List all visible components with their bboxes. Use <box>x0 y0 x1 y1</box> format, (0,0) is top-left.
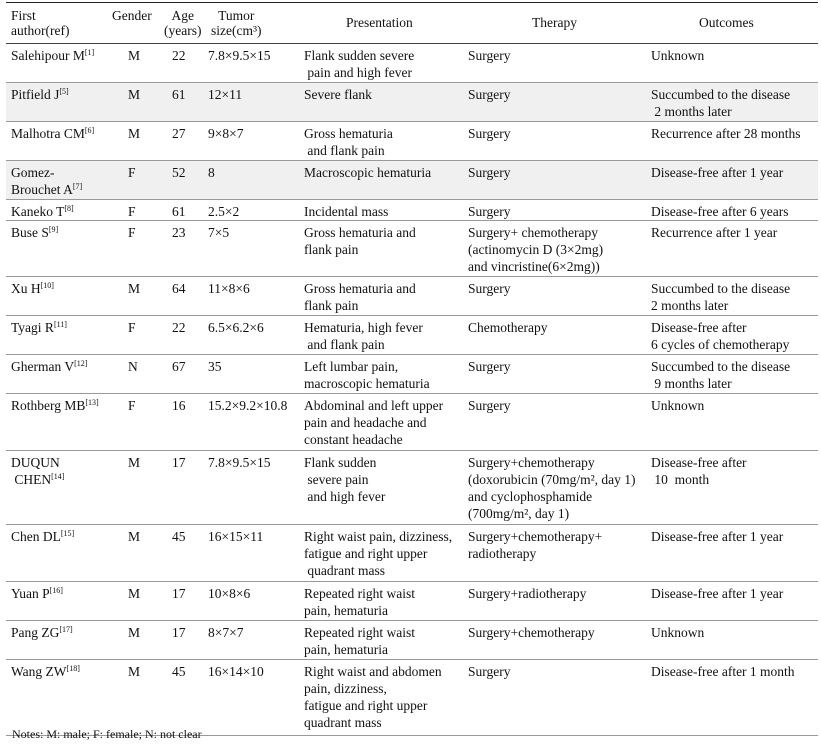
header-gender: Gender <box>112 8 152 23</box>
age-cell: 16 <box>172 398 186 413</box>
outcome-cell: Succumbed to the disease 2 months later <box>651 281 791 313</box>
reference-superscript: [5] <box>59 87 69 96</box>
gender-cell: N <box>128 359 138 374</box>
size-cell: 7.8×9.5×15 <box>208 455 271 470</box>
author-cell <box>11 203 74 220</box>
outcome-cell: Disease-free after 6 cycles of chemotherapy <box>651 320 790 352</box>
presentation-cell: Flank sudden severe pain and high fever <box>304 48 415 80</box>
gender-cell: M <box>128 586 141 601</box>
age-cell: 17 <box>172 625 186 640</box>
table-row <box>6 122 818 161</box>
age-cell: 61 <box>172 87 186 102</box>
author-cell <box>11 224 58 241</box>
presentation-cell: Flank sudden severe pain and high fever <box>304 455 386 504</box>
size-cell: 16×14×10 <box>208 664 264 679</box>
reference-superscript: [10] <box>40 281 54 290</box>
author-name: Tyagi R <box>11 320 54 335</box>
size-cell: 9×8×7 <box>208 126 244 141</box>
header-therapy: Therapy <box>532 15 577 30</box>
therapy-cell: Surgery+radiotherapy <box>468 586 587 601</box>
therapy-cell: Surgery <box>468 281 511 296</box>
outcome-cell: Disease-free after 1 month <box>651 664 795 679</box>
presentation-cell: Abdominal and left upper pain and headache and constant headache <box>304 398 444 447</box>
reference-superscript: [13] <box>85 398 99 407</box>
therapy-cell: Surgery <box>468 48 511 63</box>
table-row <box>6 660 818 736</box>
size-cell: 6.5×6.2×6 <box>208 320 264 335</box>
age-cell: 64 <box>172 281 186 296</box>
age-cell: 22 <box>172 320 186 335</box>
presentation-cell: Macroscopic hematuria <box>304 165 432 180</box>
size-cell: 8 <box>208 165 215 180</box>
presentation-cell: Gross hematuria and flank pain <box>304 225 416 257</box>
author-name: Buse S <box>11 225 49 240</box>
outcome-cell: Recurrence after 1 year <box>651 225 778 240</box>
size-cell: 7×5 <box>208 225 230 240</box>
therapy-cell: Surgery <box>468 165 511 180</box>
reference-superscript: [18] <box>66 664 80 673</box>
author-cell <box>11 624 73 641</box>
size-cell: 8×7×7 <box>208 625 244 640</box>
table-row <box>6 316 818 355</box>
author-name: Gomez- Brouchet A <box>11 165 73 197</box>
gender-cell: F <box>128 204 136 219</box>
table-row <box>6 582 818 621</box>
table-row <box>6 161 818 200</box>
table-row <box>6 394 818 451</box>
author-name: DUQUN CHEN <box>11 455 60 487</box>
gender-cell: M <box>128 281 141 296</box>
author-name: Xu H <box>11 281 41 296</box>
author-cell <box>11 454 64 488</box>
presentation-cell: Repeated right waist pain, hematuria <box>304 625 415 657</box>
header-presentation: Presentation <box>346 15 413 30</box>
author-cell <box>11 280 54 297</box>
author-cell <box>11 358 87 375</box>
gender-cell: M <box>128 126 141 141</box>
table-row <box>6 44 818 83</box>
gender-cell: M <box>128 455 141 470</box>
reference-superscript: [15] <box>60 529 75 538</box>
outcome-cell: Disease-free after 10 month <box>651 455 747 487</box>
reference-superscript: [11] <box>53 320 67 329</box>
therapy-cell: Chemotherapy <box>468 320 548 335</box>
size-cell: 16×15×11 <box>208 529 264 544</box>
author-name: Malhotra CM <box>11 126 85 141</box>
outcome-cell: Succumbed to the disease 2 months later <box>651 87 791 119</box>
age-cell: 45 <box>172 529 186 544</box>
presentation-cell: Hematuria, high fever and flank pain <box>304 320 423 352</box>
author-name: Pang ZG <box>11 625 60 640</box>
author-name: Wang ZW <box>11 664 67 679</box>
reference-superscript: [8] <box>64 204 74 213</box>
table-row <box>6 525 818 582</box>
presentation-cell: Right waist pain, dizziness, fatigue and right upper quadrant mass <box>304 529 453 578</box>
therapy-cell: Surgery <box>468 359 511 374</box>
author-name: Yuan P <box>11 586 50 601</box>
therapy-cell: Surgery <box>468 126 511 141</box>
therapy-cell: Surgery+chemotherapy <box>468 625 595 640</box>
age-cell: 22 <box>172 48 186 63</box>
gender-cell: F <box>128 398 136 413</box>
size-cell: 2.5×2 <box>208 204 240 219</box>
age-cell: 52 <box>172 165 186 180</box>
reference-superscript: [16] <box>49 586 63 595</box>
author-name: Salehipour M <box>11 48 85 63</box>
gender-cell: M <box>128 529 141 544</box>
author-cell <box>11 319 67 336</box>
author-name: Pitfield J <box>11 87 60 102</box>
presentation-cell: Left lumbar pain, macroscopic hematuria <box>304 359 430 391</box>
size-cell: 7.8×9.5×15 <box>208 48 271 63</box>
header-outcomes: Outcomes <box>699 15 754 30</box>
gender-cell: M <box>128 664 141 679</box>
outcome-cell: Disease-free after 1 year <box>651 165 784 180</box>
author-cell <box>11 47 94 64</box>
age-cell: 17 <box>172 586 186 601</box>
author-name: Chen DL <box>11 529 61 544</box>
presentation-cell: Severe flank <box>304 87 372 102</box>
author-name: Kaneko T <box>11 204 65 219</box>
therapy-cell: Surgery+chemotherapy (doxorubicin (70mg/m², day 1) and cyclophosphamide (700mg/m², day 1) <box>468 455 636 521</box>
table-notes: Notes: M: male; F: female; N: not clear <box>12 727 202 741</box>
outcome-cell: Disease-free after 1 year <box>651 529 784 544</box>
outcome-cell: Disease-free after 6 years <box>651 204 789 219</box>
outcome-cell: Disease-free after 1 year <box>651 586 784 601</box>
table-body <box>6 44 818 736</box>
age-cell: 27 <box>172 126 186 141</box>
reference-superscript: [9] <box>48 225 59 234</box>
author-cell <box>11 663 80 680</box>
outcome-cell: Unknown <box>651 398 705 413</box>
table-row <box>6 355 818 394</box>
header-size: Tumor size(cm³) <box>211 8 262 38</box>
gender-cell: F <box>128 320 136 335</box>
therapy-cell: Surgery <box>468 204 511 219</box>
case-table <box>6 2 818 736</box>
header-author: First author(ref) <box>11 8 70 38</box>
presentation-cell: Incidental mass <box>304 204 389 219</box>
author-name: Rothberg MB <box>11 398 86 413</box>
header-age: Age (years) <box>164 8 202 38</box>
therapy-cell: Surgery <box>468 398 511 413</box>
presentation-cell: Repeated right waist pain, hematuria <box>304 586 415 618</box>
reference-superscript: [14] <box>51 472 65 481</box>
reference-superscript: [7] <box>72 182 83 191</box>
gender-cell: F <box>128 225 136 240</box>
table-row <box>6 451 818 525</box>
outcome-cell: Unknown <box>651 625 705 640</box>
gender-cell: M <box>128 87 141 102</box>
therapy-cell: Surgery+chemotherapy+ radiotherapy <box>468 529 603 561</box>
author-cell <box>11 528 74 545</box>
reference-superscript: [17] <box>59 625 73 634</box>
size-cell: 11×8×6 <box>208 281 250 296</box>
table-row <box>6 621 818 660</box>
outcome-cell: Recurrence after 28 months <box>651 126 801 141</box>
outcome-cell: Succumbed to the disease 9 months later <box>651 359 791 391</box>
table-row <box>6 200 818 221</box>
table-row <box>6 83 818 122</box>
therapy-cell: Surgery <box>468 664 511 679</box>
age-cell: 61 <box>172 204 186 219</box>
outcome-cell: Unknown <box>651 48 705 63</box>
table-row <box>6 277 818 316</box>
size-cell: 15.2×9.2×10.8 <box>208 398 288 413</box>
age-cell: 45 <box>172 664 186 679</box>
presentation-cell: Gross hematuria and flank pain <box>304 281 416 313</box>
reference-superscript: [12] <box>74 359 88 368</box>
gender-cell: M <box>128 625 141 640</box>
table-header <box>6 2 818 44</box>
table-row <box>6 221 818 277</box>
size-cell: 35 <box>208 359 222 374</box>
gender-cell: M <box>128 48 141 63</box>
presentation-cell: Right waist and abdomen pain, dizziness, fatigue and right upper quadrant mass <box>304 664 442 730</box>
size-cell: 10×8×6 <box>208 586 251 601</box>
author-cell <box>11 164 82 198</box>
author-cell <box>11 397 99 414</box>
reference-superscript: [6] <box>84 126 95 135</box>
size-cell: 12×11 <box>208 87 243 102</box>
age-cell: 67 <box>172 359 186 374</box>
presentation-cell: Gross hematuria and flank pain <box>304 126 393 158</box>
gender-cell: F <box>128 165 136 180</box>
age-cell: 17 <box>172 455 186 470</box>
reference-superscript: [1] <box>84 48 95 57</box>
therapy-cell: Surgery <box>468 87 511 102</box>
author-name: Gherman V <box>11 359 75 374</box>
author-cell <box>11 585 63 602</box>
author-cell <box>11 125 94 142</box>
age-cell: 23 <box>172 225 186 240</box>
therapy-cell: Surgery+ chemotherapy (actinomycin D (3×2mg) and vincristine(6×2mg)) <box>468 225 604 274</box>
author-cell <box>11 86 69 103</box>
